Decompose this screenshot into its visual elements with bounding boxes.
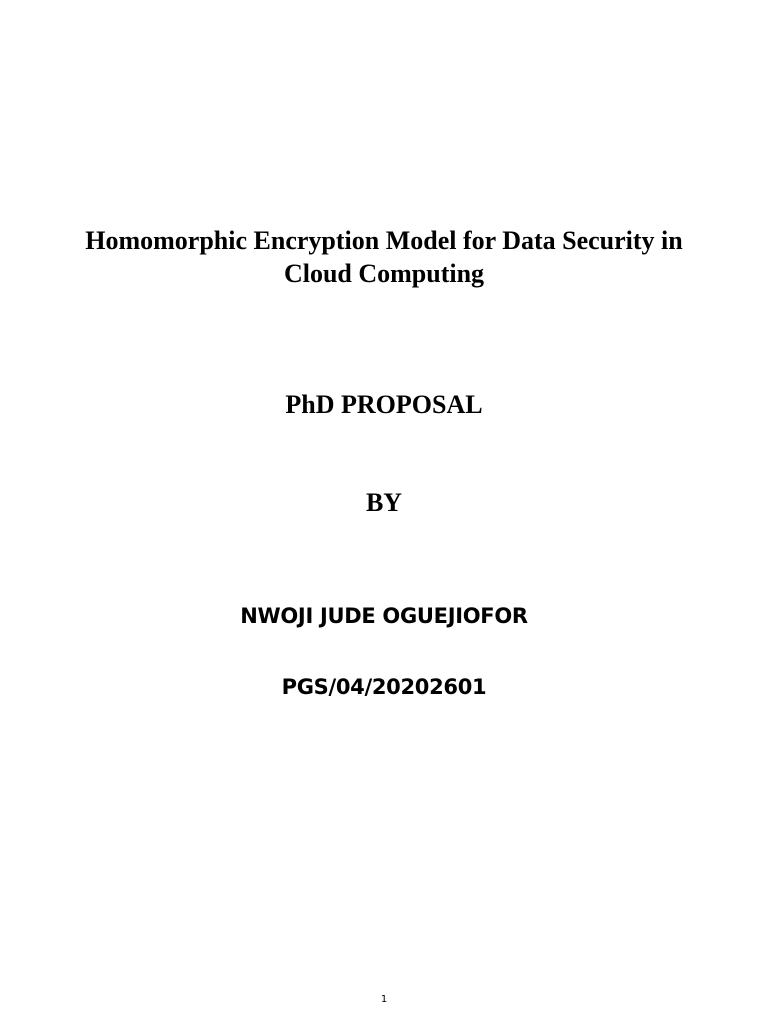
author-name: NWOJI JUDE OGUEJIOFOR [240, 604, 528, 628]
document-type: PhD PROPOSAL [285, 390, 483, 419]
title-line-1: Homomorphic Encryption Model for Data Security in [85, 226, 683, 255]
by-label: BY [365, 488, 403, 517]
page-number: 1 [380, 994, 388, 1005]
registration-number: PGS/04/20202601 [281, 675, 487, 699]
title-line-2: Cloud Computing [283, 259, 485, 288]
